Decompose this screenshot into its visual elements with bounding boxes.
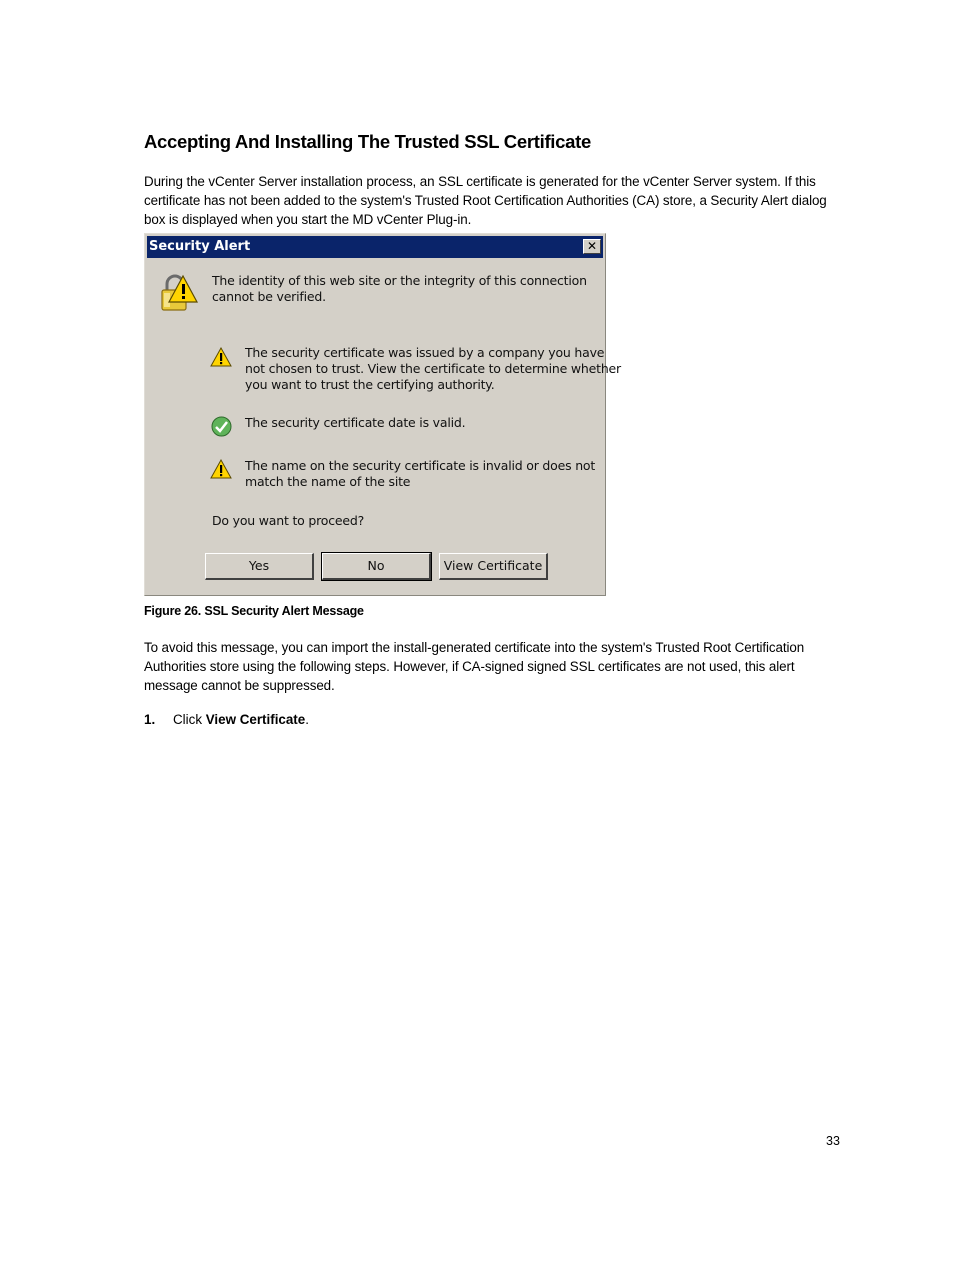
warning-icon bbox=[210, 347, 232, 367]
section-heading: Accepting And Installing The Trusted SSL Certificate bbox=[144, 131, 591, 152]
close-icon: ✕ bbox=[586, 239, 598, 253]
step-number: 1. bbox=[144, 712, 156, 727]
step-suffix: . bbox=[305, 712, 309, 727]
step-prefix: Click bbox=[173, 712, 206, 727]
view-certificate-button[interactable]: View Certificate bbox=[439, 553, 548, 580]
yes-button[interactable]: Yes bbox=[205, 553, 314, 580]
body-paragraph: To avoid this message, you can import the install-generated certificate into the system's Trusted Root Certification Authorities store using the following steps. However, if CA-signed signed SSL certificates are not used, this alert message cannot be suppressed. bbox=[144, 640, 805, 693]
dialog-title: Security Alert bbox=[149, 239, 251, 254]
figure-caption: Figure 26. SSL Security Alert Message bbox=[144, 604, 364, 618]
warning-icon bbox=[210, 459, 232, 479]
check-icon bbox=[211, 416, 232, 437]
step-1 bbox=[144, 710, 309, 729]
page-number: 33 bbox=[826, 1134, 840, 1148]
cert-date-valid: The security certificate date is valid. bbox=[245, 415, 466, 430]
intro-paragraph: During the vCenter Server installation process, an SSL certificate is generated for the vCenter Server system. If this certificate has not been added to the system's Trusted Root Certification Authorities (CA) store, a Security Alert dialog box is displayed when you start the MD vCenter Plug-in. bbox=[144, 174, 827, 227]
proceed-question: Do you want to proceed? bbox=[212, 513, 365, 528]
no-button[interactable]: No bbox=[322, 553, 431, 580]
dialog-message: The identity of this web site or the integrity of this connection cannot be verified. bbox=[212, 273, 587, 304]
lock-warning-icon bbox=[159, 272, 199, 314]
dialog-titlebar bbox=[147, 236, 603, 258]
security-alert-dialog bbox=[144, 233, 621, 596]
step-action: View Certificate bbox=[205, 712, 306, 727]
cert-name-warning: The name on the security certificate is invalid or does not match the name of the site bbox=[245, 458, 596, 489]
cert-issuer-warning: The security certificate was issued by a company you have not chosen to trust. View the certificate to determine whether you want to trust the certifying authority. bbox=[245, 345, 621, 392]
close-button[interactable] bbox=[583, 239, 601, 254]
